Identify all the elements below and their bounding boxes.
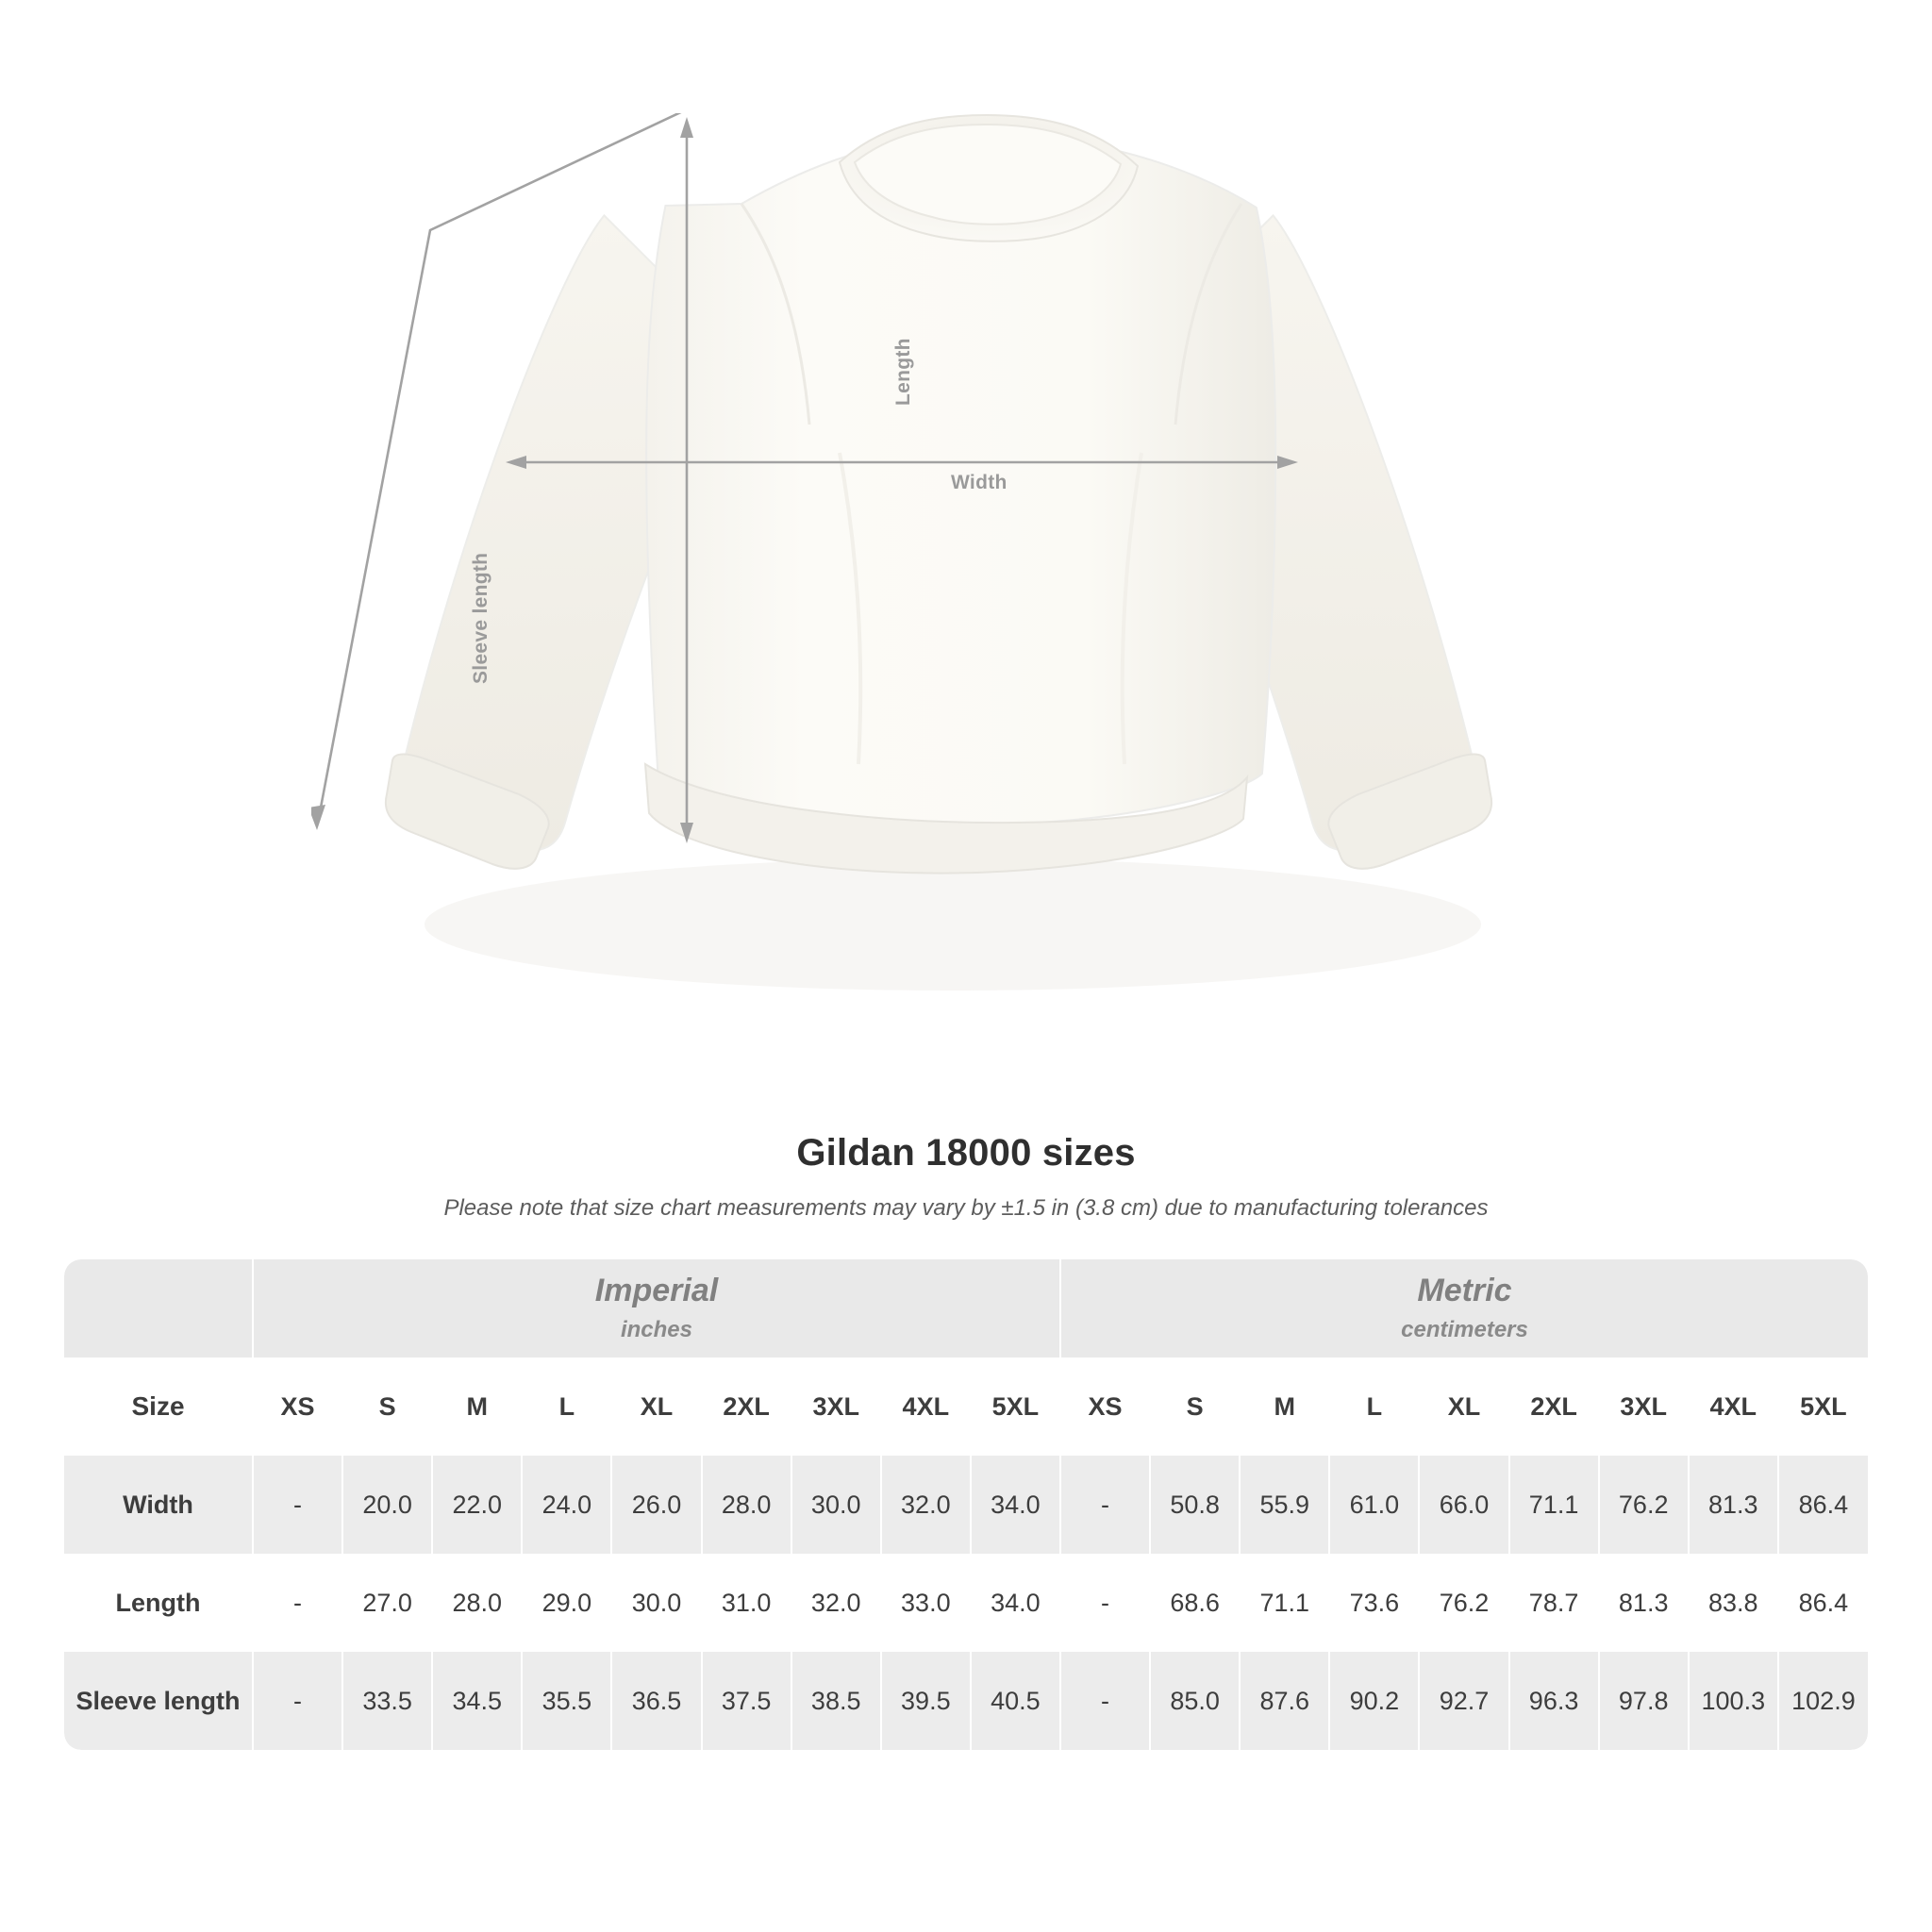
size-table: [64, 1259, 1868, 1750]
page-title: Gildan 18000 sizes: [796, 1132, 1136, 1174]
measure-value: 86.4: [1778, 1554, 1868, 1652]
unit-group-metric: [1060, 1259, 1868, 1357]
unit-group-imperial-subtitle: inches: [620, 1316, 692, 1342]
size-header-cell: XS: [1060, 1357, 1150, 1456]
measure-value: 27.0: [342, 1554, 432, 1652]
sweatshirt-svg: [311, 113, 1575, 1066]
measure-value: 26.0: [611, 1456, 701, 1554]
measure-value: 73.6: [1329, 1554, 1419, 1652]
size-header-cell: S: [1150, 1357, 1240, 1456]
measure-value: 78.7: [1509, 1554, 1599, 1652]
title-block: [0, 1132, 1932, 1222]
measure-value: 50.8: [1150, 1456, 1240, 1554]
measure-value: 36.5: [611, 1652, 701, 1750]
measure-value: 76.2: [1599, 1456, 1689, 1554]
unit-group-metric-subtitle: centimeters: [1401, 1316, 1528, 1342]
size-header-cell: L: [522, 1357, 611, 1456]
measure-value: 24.0: [522, 1456, 611, 1554]
measure-value: 34.5: [432, 1652, 522, 1750]
size-header-row: [64, 1357, 1868, 1456]
unit-header-row: [64, 1259, 1868, 1357]
size-header-cell: 2XL: [1509, 1357, 1599, 1456]
measure-value: 68.6: [1150, 1554, 1240, 1652]
measure-value: 34.0: [971, 1554, 1060, 1652]
length-dimension-label: Length: [892, 338, 914, 406]
measure-value: 83.8: [1689, 1554, 1778, 1652]
unit-header-corner: [64, 1259, 253, 1357]
table-row: [64, 1554, 1868, 1652]
measure-value: 71.1: [1509, 1456, 1599, 1554]
measure-value: -: [253, 1554, 342, 1652]
measure-value: 61.0: [1329, 1456, 1419, 1554]
measure-value: 29.0: [522, 1554, 611, 1652]
sweatshirt-graphic: [311, 113, 1575, 1066]
size-header-cell: M: [432, 1357, 522, 1456]
measure-value: 66.0: [1419, 1456, 1508, 1554]
measure-value: 30.0: [611, 1554, 701, 1652]
tolerance-note: Please note that size chart measurements may vary by ±1.5 in (3.8 cm) due to manufacturing tolerances: [443, 1195, 1489, 1221]
measure-value: -: [253, 1456, 342, 1554]
size-table-body: [64, 1456, 1868, 1750]
size-header-cell: XL: [1419, 1357, 1508, 1456]
measure-value: 86.4: [1778, 1456, 1868, 1554]
measure-value: 81.3: [1689, 1456, 1778, 1554]
width-dimension-label: Width: [951, 472, 1008, 493]
measure-value: 85.0: [1150, 1652, 1240, 1750]
measure-value: 32.0: [881, 1456, 971, 1554]
size-header-label: Size: [64, 1357, 253, 1456]
size-header-cell: 5XL: [1778, 1357, 1868, 1456]
measure-value: 71.1: [1240, 1554, 1329, 1652]
size-header-cell: 3XL: [1599, 1357, 1689, 1456]
size-header-cell: M: [1240, 1357, 1329, 1456]
measure-value: 90.2: [1329, 1652, 1419, 1750]
size-header-cell: 2XL: [702, 1357, 791, 1456]
measure-value: 28.0: [702, 1456, 791, 1554]
measure-value: 96.3: [1509, 1652, 1599, 1750]
measure-value: 39.5: [881, 1652, 971, 1750]
measure-value: 92.7: [1419, 1652, 1508, 1750]
measure-value: -: [1060, 1456, 1150, 1554]
unit-group-metric-title: Metric: [1417, 1273, 1512, 1309]
measure-value: 28.0: [432, 1554, 522, 1652]
unit-group-imperial: [253, 1259, 1060, 1357]
measure-label: Width: [64, 1456, 253, 1554]
measure-value: 81.3: [1599, 1554, 1689, 1652]
measure-value: 33.5: [342, 1652, 432, 1750]
unit-group-imperial-title: Imperial: [594, 1273, 719, 1309]
table-row: [64, 1456, 1868, 1554]
measure-value: 55.9: [1240, 1456, 1329, 1554]
measure-value: 100.3: [1689, 1652, 1778, 1750]
size-header-cell: XS: [253, 1357, 342, 1456]
measure-label: Sleeve length: [64, 1652, 253, 1750]
table-row: [64, 1652, 1868, 1750]
measure-label: Length: [64, 1554, 253, 1652]
sleeve-length-dimension-label: Sleeve length: [470, 552, 491, 684]
measure-value: 97.8: [1599, 1652, 1689, 1750]
size-header-cell: L: [1329, 1357, 1419, 1456]
measure-value: 22.0: [432, 1456, 522, 1554]
measure-value: -: [253, 1652, 342, 1750]
measure-value: 102.9: [1778, 1652, 1868, 1750]
measure-value: -: [1060, 1652, 1150, 1750]
measure-value: 30.0: [791, 1456, 881, 1554]
size-header-cell: XL: [611, 1357, 701, 1456]
measure-value: 38.5: [791, 1652, 881, 1750]
measure-value: -: [1060, 1554, 1150, 1652]
size-table-wrapper: [64, 1259, 1868, 1750]
measure-value: 35.5: [522, 1652, 611, 1750]
measure-value: 87.6: [1240, 1652, 1329, 1750]
size-header-cell: 4XL: [1689, 1357, 1778, 1456]
measure-value: 34.0: [971, 1456, 1060, 1554]
size-header-cell: 4XL: [881, 1357, 971, 1456]
measure-value: 31.0: [702, 1554, 791, 1652]
measure-value: 32.0: [791, 1554, 881, 1652]
measure-value: 76.2: [1419, 1554, 1508, 1652]
size-header-cell: S: [342, 1357, 432, 1456]
measure-value: 20.0: [342, 1456, 432, 1554]
size-header-cell: 3XL: [791, 1357, 881, 1456]
size-header-cell: 5XL: [971, 1357, 1060, 1456]
measure-value: 33.0: [881, 1554, 971, 1652]
measure-value: 37.5: [702, 1652, 791, 1750]
measure-value: 40.5: [971, 1652, 1060, 1750]
